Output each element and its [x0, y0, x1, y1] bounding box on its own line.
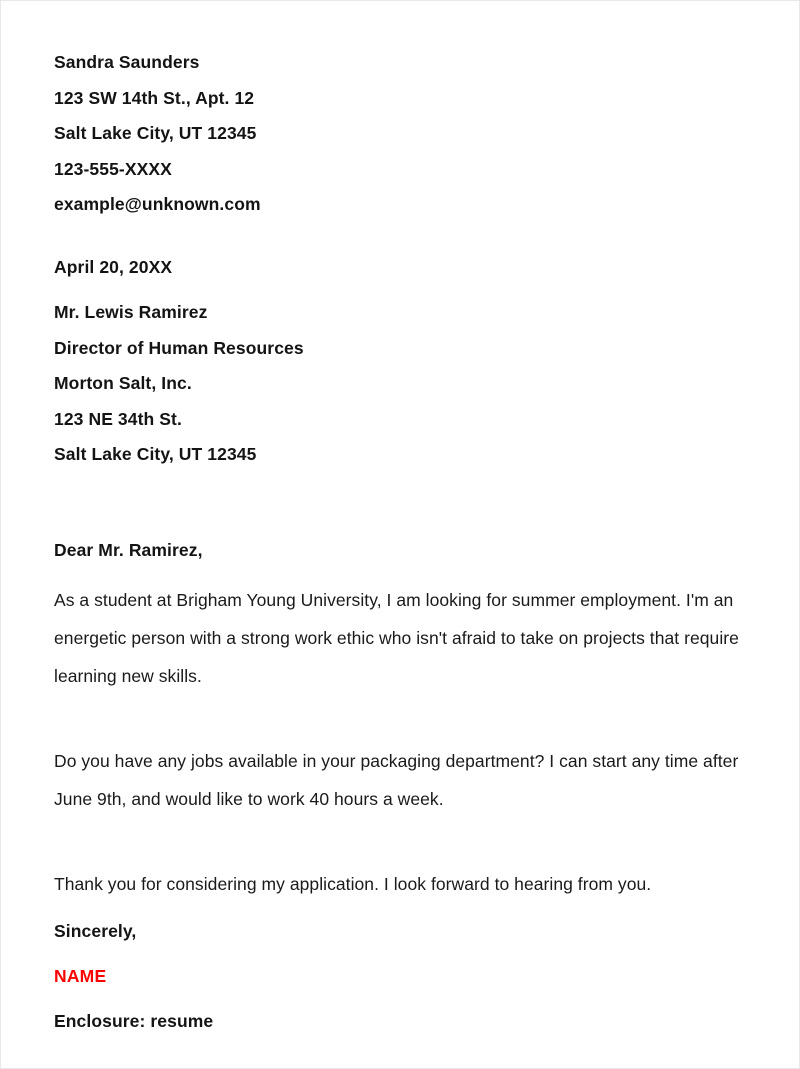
letter-content [54, 45, 759, 1038]
spacer-after-salutation [54, 567, 759, 581]
recipient-address-block [54, 295, 759, 473]
spacer-before-enclosure [54, 993, 759, 1004]
spacer-before-valediction [54, 903, 759, 914]
body-paragraph-2: Do you have any jobs available in your packaging department? I can start any time after June 9th, and would like to work 40 hours a week. [54, 750, 739, 809]
body-paragraph-1: As a student at Brigham Young University, I am looking for summer employment. I'm an energetic person with a strong work ethic who isn't afraid to take on projects that require learning new skills. [54, 589, 739, 686]
sender-address-block [54, 45, 759, 223]
recipient-title: Director of Human Resources [54, 337, 304, 358]
spacer-before-date [54, 223, 759, 250]
signature-name-placeholder: NAME [54, 965, 107, 986]
spacer-before-name [54, 948, 759, 959]
letter-date: April 20, 20XX [54, 256, 173, 277]
spacer-before-salutation [54, 473, 759, 533]
letter-date-block [54, 250, 759, 286]
sender-email: example@unknown.com [54, 194, 261, 214]
enclosure-note: Enclosure: resume [54, 1010, 214, 1031]
sender-street: 123 SW 14th St., Apt. 12 [54, 87, 255, 108]
spacer-before-recipient [54, 285, 759, 295]
sender-phone: 123-555-XXXX [54, 158, 172, 179]
valediction: Sincerely, [54, 920, 137, 941]
recipient-name: Mr. Lewis Ramirez [54, 302, 208, 322]
recipient-city-state-zip: Salt Lake City, UT 12345 [54, 444, 257, 464]
sender-name: Sandra Saunders [54, 52, 200, 72]
recipient-company: Morton Salt, Inc. [54, 373, 192, 393]
sender-city-state-zip: Salt Lake City, UT 12345 [54, 123, 257, 143]
body-paragraph-3: Thank you for considering my application. I look forward to hearing from you. [54, 873, 652, 894]
recipient-street: 123 NE 34th St. [54, 408, 182, 429]
spacer-between-paragraphs-2-3 [54, 818, 759, 865]
spacer-between-paragraphs-1-2 [54, 695, 759, 742]
salutation: Dear Mr. Ramirez, [54, 539, 203, 560]
